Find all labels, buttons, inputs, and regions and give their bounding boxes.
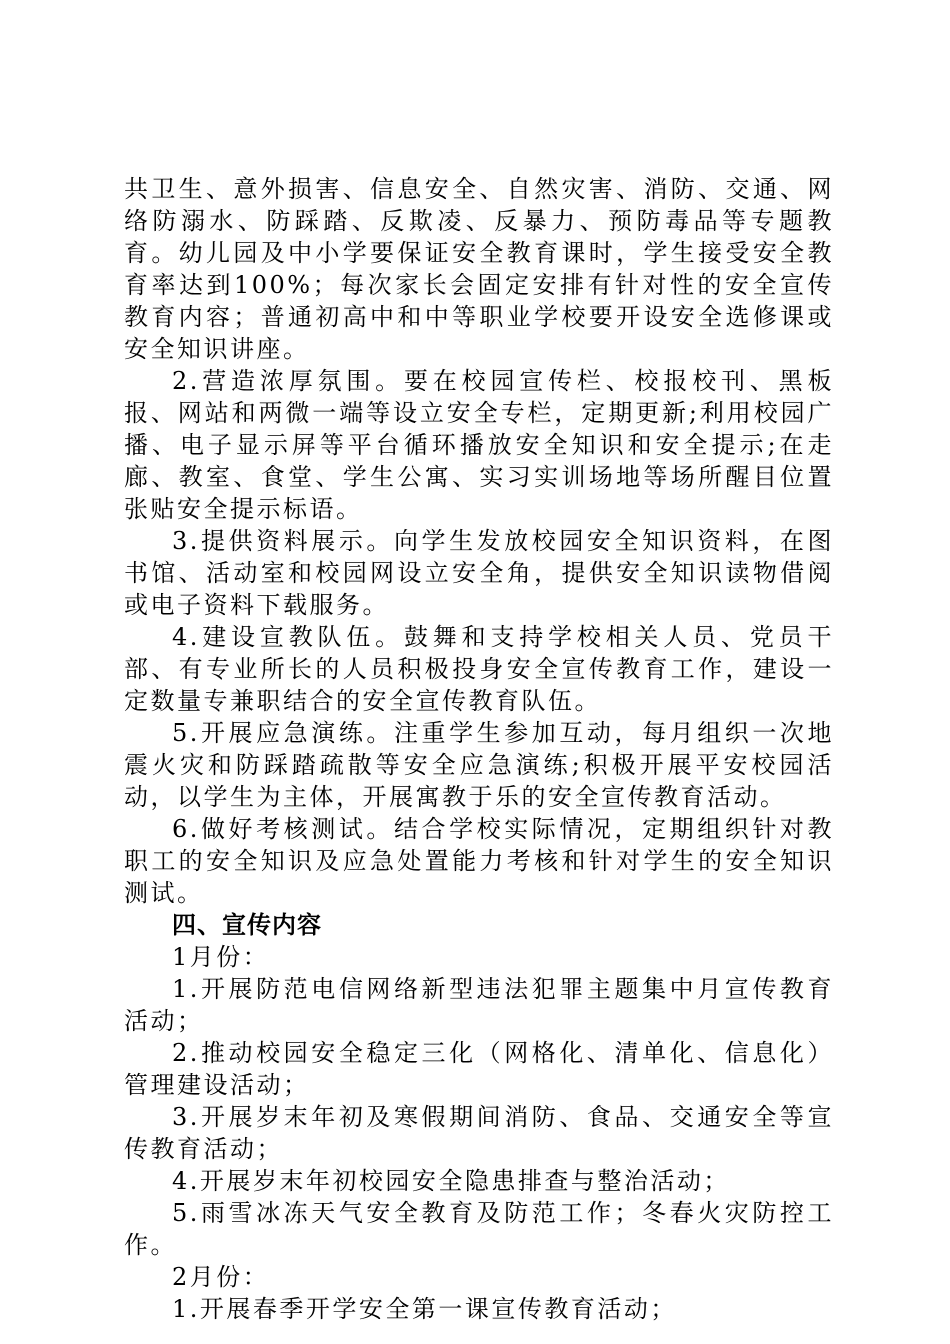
document-body: [124, 173, 834, 1325]
list-item: 1.开展春季开学安全第一课宣传教育活动；: [172, 1295, 677, 1323]
paragraph-5: 5.开展应急演练。注重学生参加互动，每月组织一次地震火灾和防踩踏疏散等安全应急演练;积极开展平安校园活动，以学生为主体，开展寓教于乐的安全宣传教育活动。: [124, 719, 834, 811]
paragraph-6: 6.做好考核测试。结合学校实际情况，定期组织针对教职工的安全知识及应急处置能力考核和针对学生的安全知识测试。: [124, 815, 834, 907]
paragraph-1: 共卫生、意外损害、信息安全、自然灾害、消防、交通、网络防溺水、防踩踏、反欺凌、反暴力、预防毒品等专题教育。幼儿园及中小学要保证安全教育课时，学生接受安全教育率达到100%；每次家长会固定安排有针对性的安全宣传教育内容；普通初高中和中等职业学校要开设安全选修课或安全知识讲座。: [124, 175, 834, 363]
list-item: 2.推动校园安全稳定三化（网格化、清单化、信息化）管理建设活动；: [124, 1039, 834, 1099]
section-heading: 四、宣传内容: [172, 911, 322, 939]
month-label-january: 1月份：: [172, 943, 270, 971]
month-label-february: 2月份：: [172, 1263, 270, 1291]
paragraph-3: 3.提供资料展示。向学生发放校园安全知识资料，在图书馆、活动室和校园网设立安全角，提供安全知识读物借阅或电子资料下载服务。: [124, 527, 834, 619]
paragraph-2: 2.营造浓厚氛围。要在校园宣传栏、校报校刊、黑板报、网站和两微一端等设立安全专栏，定期更新;利用校园广播、电子显示屏等平台循环播放安全知识和安全提示;在走廊、教室、食堂、学生公寓、实习实训场地等场所醒目位置张贴安全提示标语。: [124, 367, 834, 523]
list-item: 1.开展防范电信网络新型违法犯罪主题集中月宣传教育活动；: [124, 975, 834, 1035]
list-item: 3.开展岁末年初及寒假期间消防、食品、交通安全等宣传教育活动；: [124, 1103, 834, 1163]
list-item: 4.开展岁末年初校园安全隐患排查与整治活动；: [172, 1167, 730, 1195]
list-item: 5.雨雪冰冻天气安全教育及防范工作；冬春火灾防控工作。: [124, 1199, 834, 1259]
paragraph-4: 4.建设宣教队伍。鼓舞和支持学校相关人员、党员干部、有专业所长的人员积极投身安全宣传教育工作，建设一定数量专兼职结合的安全宣传教育队伍。: [124, 623, 834, 715]
